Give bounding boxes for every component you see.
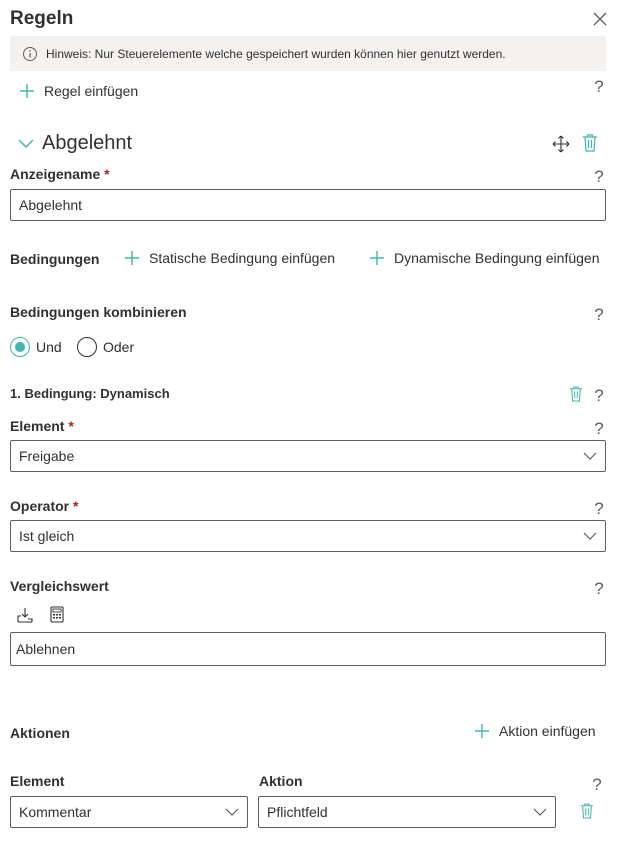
delete-action-icon[interactable] <box>580 803 594 819</box>
help-icon[interactable]: ? <box>594 499 604 518</box>
element-value: Freigabe <box>19 448 75 464</box>
operator-value: Ist gleich <box>19 528 75 544</box>
action-type-value: Pflichtfeld <box>267 804 328 820</box>
action-element-column-header: Element <box>10 773 65 789</box>
info-icon <box>22 46 38 62</box>
add-action-label: Aktion einfügen <box>499 723 596 739</box>
chevron-down-icon <box>533 808 547 816</box>
add-dynamic-condition-button[interactable] <box>370 250 599 266</box>
chevron-down-icon <box>583 452 597 460</box>
move-icon[interactable] <box>552 135 570 153</box>
insert-field-icon[interactable] <box>17 607 33 623</box>
element-label: Element * <box>10 418 74 434</box>
required-marker: * <box>104 166 110 182</box>
compare-value-label: Vergleichswert <box>10 578 109 594</box>
add-rule-button[interactable] <box>20 83 138 99</box>
radio-oder[interactable] <box>77 337 134 357</box>
radio-circle <box>77 337 97 357</box>
help-icon[interactable]: ? <box>594 305 604 324</box>
help-icon[interactable]: ? <box>594 77 604 96</box>
radio-und[interactable] <box>10 337 62 357</box>
display-name-label: Anzeigename * <box>10 166 110 182</box>
plus-icon <box>20 84 34 98</box>
element-dropdown[interactable] <box>10 440 606 472</box>
radio-circle <box>10 337 30 357</box>
add-static-condition-label: Statische Bedingung einfügen <box>149 250 336 266</box>
chevron-down-icon <box>225 808 239 816</box>
action-column-header: Aktion <box>259 773 303 789</box>
add-action-button[interactable] <box>475 723 596 739</box>
add-static-condition-button[interactable] <box>125 250 335 266</box>
display-name-input[interactable]: Abgelehnt <box>10 189 606 221</box>
action-element-dropdown[interactable] <box>10 796 248 828</box>
actions-label: Aktionen <box>10 725 70 741</box>
action-element-value: Kommentar <box>19 804 92 820</box>
rule-name: Abgelehnt <box>42 132 133 154</box>
help-icon[interactable]: ? <box>594 386 604 405</box>
panel-title: Regeln <box>10 8 74 29</box>
plus-icon <box>370 251 384 265</box>
operator-label: Operator * <box>10 498 79 514</box>
chevron-down-icon <box>583 532 597 540</box>
help-icon[interactable]: ? <box>592 775 602 794</box>
required-marker: * <box>68 418 74 434</box>
plus-icon <box>475 724 489 738</box>
close-icon[interactable] <box>592 11 608 27</box>
help-icon[interactable]: ? <box>594 579 604 598</box>
help-icon[interactable]: ? <box>594 167 604 186</box>
calculator-icon[interactable] <box>50 606 64 623</box>
chevron-down-icon <box>18 139 34 149</box>
combine-conditions-label: Bedingungen kombinieren <box>10 304 187 320</box>
radio-label: Und <box>36 339 62 355</box>
delete-rule-icon[interactable] <box>582 134 598 152</box>
conditions-label: Bedingungen <box>10 251 100 267</box>
rule-section-header[interactable] <box>18 132 132 155</box>
delete-condition-icon[interactable] <box>569 386 583 402</box>
add-rule-label: Regel einfügen <box>44 83 139 99</box>
plus-icon <box>125 251 139 265</box>
action-type-dropdown[interactable] <box>258 796 556 828</box>
required-marker: * <box>73 498 79 514</box>
hint-bar <box>10 36 606 71</box>
hint-text: Hinweis: Nur Steuerelemente welche gespeichert wurden können hier genutzt werden. <box>46 46 506 61</box>
add-dynamic-condition-label: Dynamische Bedingung einfügen <box>394 250 600 266</box>
help-icon[interactable]: ? <box>594 419 604 438</box>
operator-dropdown[interactable] <box>10 520 606 552</box>
compare-value-input[interactable]: Ablehnen <box>10 632 606 666</box>
condition-title: 1. Bedingung: Dynamisch <box>10 386 170 401</box>
radio-label: Oder <box>103 339 135 355</box>
